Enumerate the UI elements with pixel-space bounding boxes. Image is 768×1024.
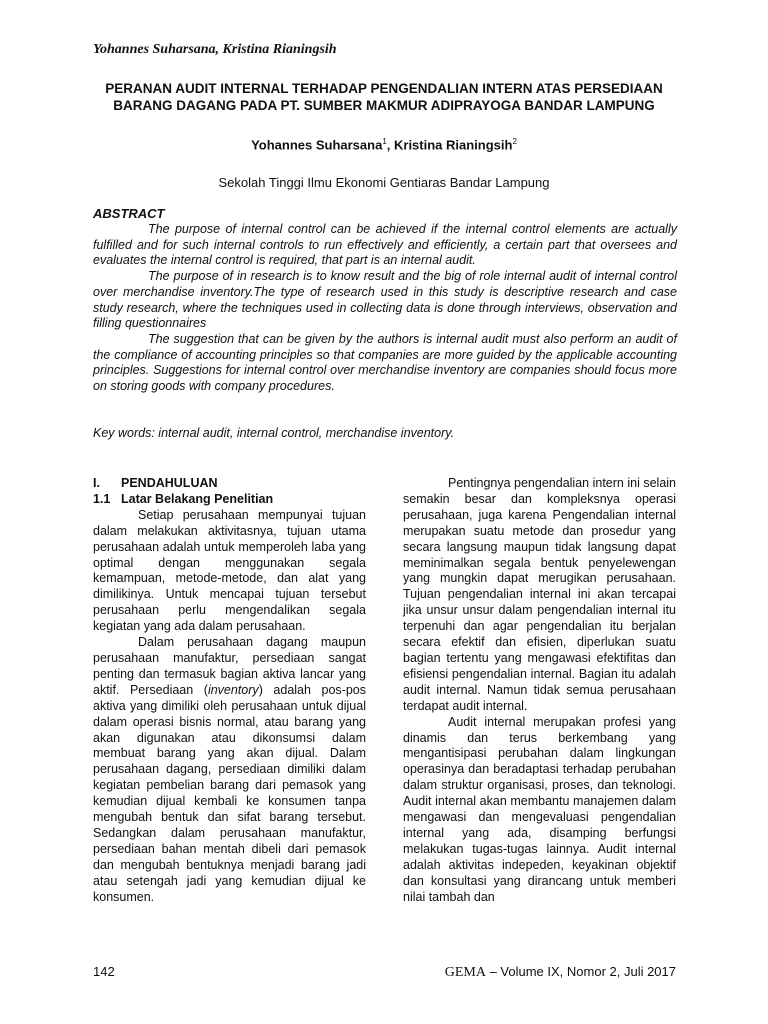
author-2: Kristina Rianingsih	[394, 137, 513, 153]
section-number: I.	[93, 476, 100, 490]
author-list	[90, 137, 678, 152]
subsection-heading	[93, 492, 366, 508]
subsection-title: Latar Belakang Penelitian	[121, 491, 274, 506]
affiliation: Sekolah Tinggi Ilmu Ekonomi Gentiaras Bandar Lampung	[218, 175, 550, 190]
paragraph-text: ) adalah pos-pos aktiva yang dimiliki oleh perusahaan untuk dijual dalam operasi bisnis normal, atau barang yang akan digunakan atau dikonsumsi dalam membuat barang yang akan dijual. Dalam perusahaan dagang, persediaan dimiliki dalam kegiatan pembelian barang dari pemasok yang kemudian dijual kembali ke konsumen tanpa mengubah bentuk dan sifat barang tersebut. Sedangkan dalam perusahaan manufaktur, persediaan bahan mentah dibeli dari pemasok dan mengubah bentuknya menjadi barang jadi atau setengah jadi yang kemudian dijual ke konsumen.	[93, 682, 366, 904]
body-paragraph: Pentingnya pengendalian intern ini selain semakin besar dan kompleksnya operasi perusahaan, juga karena Pengendalian internal merupakan suatu metode dan prosedur yang secara langsung maupun tidak langsung dapat meminimalkan segala bentuk penyelewengan yang mungkin dapat merugikan perusahaan. Tujuan pengendalian internal ini akan tercapai jika unsur unsur dalam pengendalian internal itu terpenuhi dan agar pengendalian itu berjalan secara efektif dan efisien, diperlukan suatu bagian tertentu yang mengawasi efektifitas dan efisiensi pengendalian internal. Bagian itu adalah audit internal. Namun tidak semua perusahaan terdapat audit internal.	[403, 476, 676, 713]
author-separator: ,	[386, 137, 394, 153]
title-line-2: BARANG DAGANG PADA PT. SUMBER MAKMUR ADIPRAYOGA BANDAR LAMPUNG	[113, 98, 655, 113]
author-1: Yohannes Suharsana	[251, 137, 383, 153]
section-heading	[93, 476, 366, 492]
journal-details: – Volume IX, Nomor 2, Juli 2017	[485, 964, 676, 979]
body-paragraph: Setiap perusahaan mempunyai tujuan dalam melakukan aktivitasnya, tujuan utama perusahaan adalah untuk memperoleh laba yang optimal dengan menggunakan segala kemampuan, metode-metode, dan alat yang dimilikinya. Untuk mencapai tujuan tersebut perusahaan perlu mengendalikan segala kegiatan yang ada dalam perusahaan.	[93, 507, 366, 634]
paper-title	[90, 80, 678, 114]
abstract-paragraph: The purpose of internal control can be achieved if the internal control elements are actually fulfilled and for such internal controls to run effectively and efficiently, a certain part that oversees and evaluates the internal control is required, that part is an internal audit.	[93, 222, 677, 268]
title-line-1: PERANAN AUDIT INTERNAL TERHADAP PENGENDALIAN INTERN ATAS PERSEDIAAN	[105, 81, 663, 96]
body-paragraph: Audit internal merupakan profesi yang dinamis dan terus berkembang yang mengantisipasi perubahan dalam lingkungan operasinya dan beradaptasi terhadap perubahan dalam struktur organisasi, proses, dan teknologi. Audit internal akan membantu manajemen dalam mengawasi dan mengevaluasi pengendalian internal yang ada, disamping berfungsi melakukan tugas-tugas lainnya. Audit internal adalah aktivitas indepeden, keyakinan objektif dan konsultasi yang dirancang untuk memberi nilai tambah dan	[403, 714, 676, 904]
abstract-heading: ABSTRACT	[93, 206, 165, 221]
page-number: 142	[93, 964, 115, 979]
right-column	[403, 476, 676, 905]
paragraph-text: Dalam perusahaan dagang maupun perusahaan manufaktur, persediaan sangat penting dan termasuk bagian aktiva lancar yang aktif. Persediaan (	[93, 635, 366, 697]
running-header: Yohannes Suharsana, Kristina Rianingsih	[93, 42, 337, 57]
section-title: PENDAHULUAN	[121, 476, 218, 490]
body-paragraph	[93, 635, 366, 905]
journal-name: GEMA	[444, 965, 486, 980]
journal-footer	[445, 964, 676, 981]
abstract-body	[93, 222, 677, 395]
abstract-paragraph: The suggestion that can be given by the authors is internal audit must also perform an audit of the compliance of accounting principles so that companies are more guided by the applicable accounting principles. Suggestions for internal control over merchandise inventory are companies should focus more on storing goods with company procedures.	[93, 331, 677, 394]
abstract-paragraph: The purpose of in research is to know result and the big of role internal audit of internal control over merchandise inventory.The type of research used in this study is descriptive research and case study research, where the techniques used in collecting data is done through interviews, observation and filling questionnaires	[93, 269, 677, 331]
author-2-affiliation-mark: 2	[512, 137, 517, 146]
author-1-affiliation-mark: 1	[382, 137, 387, 146]
left-column	[93, 476, 366, 905]
keywords: Key words: internal audit, internal control, merchandise inventory.	[93, 426, 455, 440]
subsection-number: 1.1	[93, 491, 111, 506]
italic-term: inventory	[207, 682, 259, 697]
